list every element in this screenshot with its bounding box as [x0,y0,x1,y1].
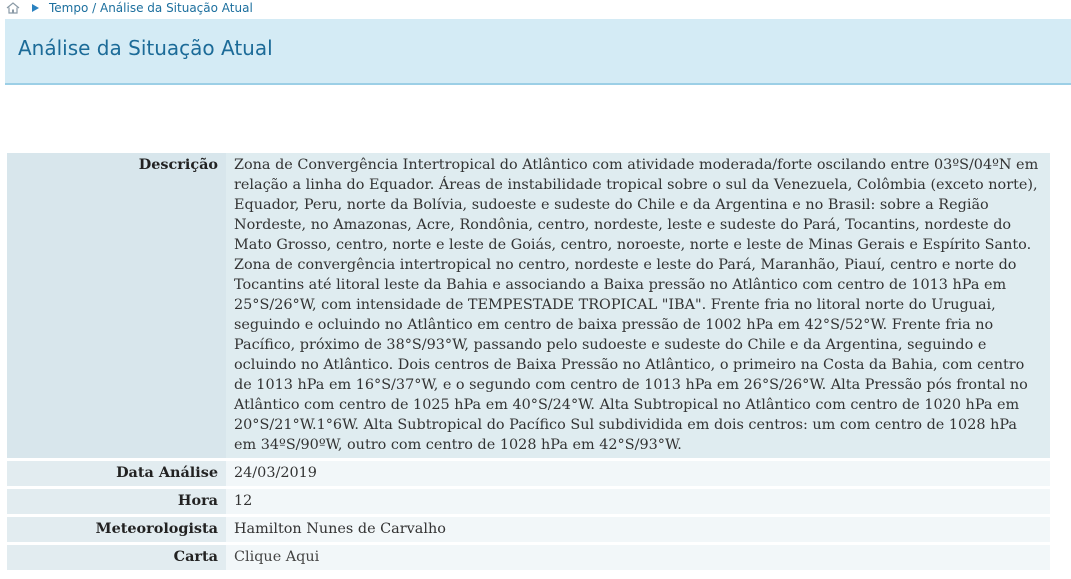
table-row-descricao [7,153,1050,458]
page-title: Análise da Situação Atual [18,36,273,60]
descricao-label: Descrição [7,153,226,458]
page-header [5,19,1071,85]
hora-label: Hora [7,489,226,514]
breadcrumb [6,0,253,16]
meteorologista-value: Hamilton Nunes de Carvalho [226,517,1050,542]
breadcrumb-arrow-icon [32,4,39,12]
table-row-data-analise [7,461,1050,486]
table-row-hora [7,489,1050,514]
data-analise-value: 24/03/2019 [226,461,1050,486]
analysis-table [7,150,1050,573]
table-row-meteorologista [7,517,1050,542]
carta-value-cell [226,545,1050,570]
carta-link[interactable]: Clique Aqui [234,549,320,565]
data-analise-label: Data Análise [7,461,226,486]
table-row-carta [7,545,1050,570]
descricao-value: Zona de Convergência Intertropical do Atlântico com atividade moderada/forte oscilando entre 03ºS/04ºN em relação a linha do Equador. Áreas de instabilidade tropical sobre o sul da Venezuela, Colômbia (exceto norte), Equador, Peru, norte da Bolívia, sudoeste e sudeste do Chile e da Argentina e no Brasil: sobre a Região Nordeste, no Amazonas, Acre, Rondônia, centro, nordeste, leste e sudeste do Pará, Tocantins, nordeste do Mato Grosso, centro, norte e leste de Goiás, centro, noroeste, norte e leste de Minas Gerais e Espírito Santo. Zona de convergência intertropical no centro, nordeste e leste do Pará, Maranhão, Piauí, centro e norte do Tocantins até litoral leste da Bahia e associando a Baixa pressão no Atlântico com centro de 1013 hPa em 25°S/26°W, com intensidade de TEMPESTADE TROPICAL "IBA". Frente fria no litoral norte do Uruguai, seguindo e ocluindo no Atlântico em centro de baixa pressão de 1002 hPa em 42°S/52°W. Frente fria no Pacífico, próximo de 38°S/93°W, passando pelo sudoeste e sudeste do Chile e da Argentina, seguindo e ocluindo no Atlântico. Dois centros de Baixa Pressão no Atlântico, o primeiro na Costa da Bahia, com centro de 1013 hPa em 16°S/37°W, e o segundo com centro de 1013 hPa em 26°S/26°W. Alta Pressão pós frontal no Atlântico com centro de 1025 hPa em 40°S/24°W. Alta Subtropical no Atlântico com centro de 1020 hPa em 20°S/21°W.1°6W. Alta Subtropical do Pacífico Sul subdividida em dois centros: um com centro de 1028 hPa em 34ºS/90ºW, outro com centro de 1028 hPa em 42°S/93°W. [226,153,1050,458]
home-icon[interactable] [6,1,20,15]
breadcrumb-link-current[interactable]: Tempo / Análise da Situação Atual [49,1,253,15]
carta-label: Carta [7,545,226,570]
meteorologista-label: Meteorologista [7,517,226,542]
hora-value: 12 [226,489,1050,514]
